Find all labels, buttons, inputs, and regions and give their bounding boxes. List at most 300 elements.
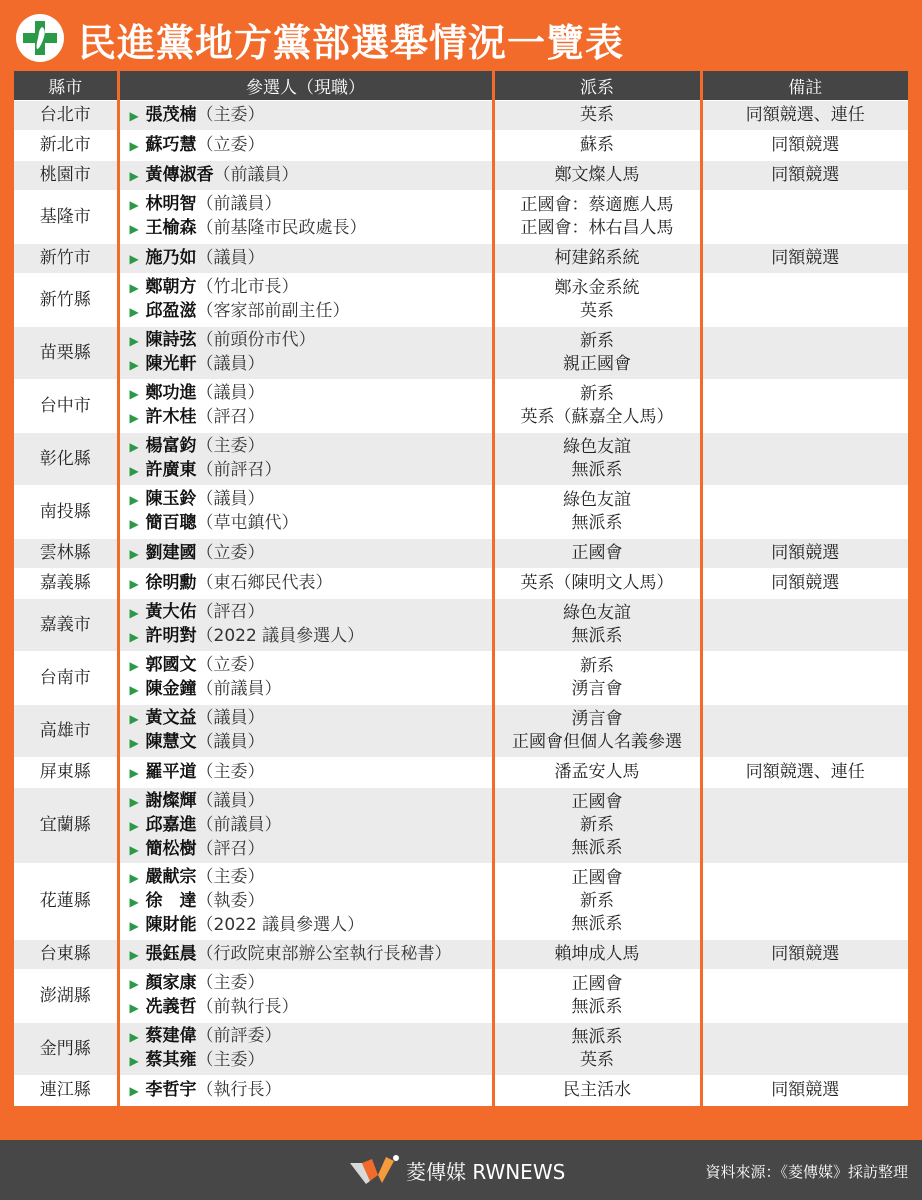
faction-label: 英系 [580, 301, 614, 321]
faction-label: 湧言會 [571, 679, 623, 699]
table-row [14, 569, 908, 599]
candidate-entry [130, 601, 492, 625]
faction-cell [493, 1023, 701, 1076]
faction-label: 正國會 [571, 868, 623, 888]
faction-cell [493, 327, 701, 380]
faction-label: 無派系 [571, 838, 623, 858]
faction-label: 英系（蘇嘉全人馬） [520, 407, 674, 427]
faction-label: 潘孟安人馬 [554, 762, 640, 782]
bullet-arrow-icon: ▶ [129, 977, 139, 991]
candidate-role: （竹北市長） [196, 277, 299, 297]
table-row [14, 1076, 908, 1106]
candidate-entry [130, 164, 492, 188]
candidates-cell [118, 599, 493, 652]
table-row [14, 1023, 908, 1076]
faction-label: 新系 [580, 331, 614, 351]
bullet-arrow-icon: ▶ [129, 1001, 139, 1015]
candidate-role: （前基隆市民政處長） [196, 218, 367, 238]
candidate-name: 張鈺晨 [145, 943, 197, 964]
note-cell [701, 788, 908, 864]
note-cell [701, 486, 908, 539]
column-header-candidates: 參選人（現職） [118, 71, 493, 101]
candidate-name: 簡百聰 [145, 513, 197, 533]
candidate-name: 陳光軒 [145, 354, 197, 374]
bullet-arrow-icon: ▶ [129, 387, 139, 401]
county-cell: 屏東縣 [14, 758, 118, 788]
bullet-arrow-icon: ▶ [129, 1054, 139, 1068]
faction-cell [493, 705, 701, 758]
candidate-entry [130, 488, 492, 512]
faction-label: 新系 [580, 891, 614, 911]
candidate-name: 鄭功進 [145, 383, 197, 403]
candidate-name: 李哲宇 [145, 1079, 197, 1100]
faction-label: 親正國會 [563, 354, 631, 374]
candidate-entry [130, 435, 492, 459]
candidate-role: （主委） [196, 973, 265, 993]
candidate-role: （議員） [196, 790, 265, 811]
table-row [14, 161, 908, 191]
candidate-role: （前評召） [196, 460, 282, 480]
candidate-role: （前議員） [196, 814, 282, 835]
candidate-name: 蘇巧慧 [145, 134, 197, 155]
note-cell [701, 274, 908, 327]
county-cell: 台東縣 [14, 940, 118, 970]
county-cell: 高雄市 [14, 705, 118, 758]
page-title: 民進黨地方黨部選舉情況一覽表 [78, 21, 625, 65]
note-cell [701, 599, 908, 652]
county-cell: 彰化縣 [14, 433, 118, 486]
candidate-name: 羅平道 [145, 761, 197, 782]
candidate-name: 黃傳淑香 [145, 164, 214, 185]
candidate-entry [130, 247, 492, 271]
candidates-cell [118, 327, 493, 380]
table-row [14, 758, 908, 788]
note-cell [701, 970, 908, 1023]
faction-label: 英系（陳明文人馬） [520, 573, 674, 593]
faction-cell [493, 433, 701, 486]
brand-name: 菱傳媒 RWNEWS [406, 1159, 566, 1184]
faction-label: 正國會：蔡適應人馬 [520, 195, 674, 215]
faction-cell [493, 569, 701, 599]
faction-label: 綠色友誼 [563, 603, 631, 623]
candidate-role: （前議員） [213, 164, 299, 185]
candidate-name: 冼義哲 [145, 997, 197, 1017]
header [0, 0, 922, 70]
table-row [14, 244, 908, 274]
faction-cell [493, 788, 701, 864]
brand [348, 1155, 565, 1185]
candidate-name: 嚴献宗 [145, 866, 197, 887]
faction-cell [493, 652, 701, 705]
rwnews-logo-icon [348, 1155, 400, 1185]
faction-label: 正國會 [571, 974, 623, 994]
candidate-entry [130, 459, 492, 483]
candidate-name: 陳財能 [145, 914, 197, 935]
candidates-cell [118, 433, 493, 486]
faction-label: 綠色友誼 [563, 437, 631, 457]
faction-cell [493, 380, 701, 433]
note-cell: 同額競選 [701, 161, 908, 191]
candidate-entry [130, 866, 492, 890]
note-cell [701, 652, 908, 705]
candidate-name: 林明智 [145, 194, 197, 214]
bullet-arrow-icon: ▶ [129, 517, 139, 531]
candidate-role: （東石鄉民代表） [196, 572, 333, 593]
candidate-entry [130, 838, 492, 862]
county-cell: 基隆市 [14, 191, 118, 244]
candidate-entry [130, 406, 492, 430]
faction-label: 英系 [580, 105, 614, 125]
note-cell: 同額競選 [701, 1076, 908, 1106]
candidate-role: （前議員） [196, 194, 282, 214]
note-cell: 同額競選 [701, 131, 908, 161]
candidate-entry [130, 276, 492, 300]
faction-label: 無派系 [571, 460, 623, 480]
bullet-arrow-icon: ▶ [129, 198, 139, 212]
candidate-name: 鄭朝方 [145, 277, 197, 297]
bullet-arrow-icon: ▶ [129, 606, 139, 620]
candidate-name: 郭國文 [145, 655, 197, 675]
table-row [14, 380, 908, 433]
bullet-arrow-icon: ▶ [129, 138, 139, 153]
table-row [14, 486, 908, 539]
candidate-entry [130, 678, 492, 702]
candidate-entry [130, 654, 492, 678]
candidate-entry [130, 1079, 492, 1103]
candidate-role: （立委） [196, 134, 265, 155]
candidates-cell [118, 970, 493, 1023]
candidate-entry [130, 943, 492, 967]
faction-label: 鄭文燦人馬 [554, 165, 640, 185]
county-cell: 新竹市 [14, 244, 118, 274]
candidate-entry [130, 217, 492, 241]
faction-label: 英系 [580, 1050, 614, 1070]
candidate-name: 陳詩弦 [145, 330, 197, 350]
candidate-role: （前執行長） [196, 997, 299, 1017]
candidate-role: （前頭份市代） [196, 330, 316, 350]
candidates-cell [118, 864, 493, 940]
candidate-role: （主委） [196, 1050, 265, 1070]
candidate-role: （議員） [196, 732, 265, 752]
candidates-cell [118, 486, 493, 539]
candidates-cell [118, 788, 493, 864]
candidate-role: （2022 議員參選人） [196, 626, 365, 646]
faction-cell [493, 131, 701, 161]
bullet-arrow-icon: ▶ [129, 1083, 139, 1098]
bullet-arrow-icon: ▶ [129, 222, 139, 236]
bullet-arrow-icon: ▶ [129, 1030, 139, 1044]
candidates-cell [118, 380, 493, 433]
column-header-county: 縣市 [14, 71, 118, 101]
candidate-role: （評召） [196, 838, 265, 859]
candidates-cell [118, 274, 493, 327]
candidate-entry [130, 1025, 492, 1049]
candidate-name: 徐明勳 [145, 572, 197, 593]
candidate-role: （主委） [196, 436, 265, 456]
candidate-role: （議員） [196, 383, 265, 403]
candidate-role: （主委） [196, 866, 265, 887]
county-cell: 花蓮縣 [14, 864, 118, 940]
note-cell: 同額競選、連任 [701, 101, 908, 131]
candidate-role: （議員） [196, 354, 265, 374]
candidate-name: 劉建國 [145, 542, 197, 563]
county-cell: 澎湖縣 [14, 970, 118, 1023]
note-cell [701, 1023, 908, 1076]
candidate-name: 陳慧文 [145, 732, 197, 752]
bullet-arrow-icon: ▶ [129, 440, 139, 454]
faction-cell [493, 101, 701, 131]
note-cell [701, 864, 908, 940]
candidate-entry [130, 104, 492, 128]
faction-cell [493, 864, 701, 940]
candidate-name: 許廣東 [145, 460, 197, 480]
candidate-entry [130, 707, 492, 731]
candidate-entry [130, 572, 492, 596]
table-body [14, 101, 908, 1106]
note-cell [701, 380, 908, 433]
bullet-arrow-icon: ▶ [129, 630, 139, 644]
note-cell: 同額競選 [701, 244, 908, 274]
candidate-name: 簡松樹 [145, 838, 197, 859]
candidate-entry [130, 996, 492, 1020]
bullet-arrow-icon: ▶ [129, 947, 139, 962]
faction-label: 蘇系 [580, 135, 614, 155]
candidate-entry [130, 134, 492, 158]
candidate-entry [130, 542, 492, 566]
candidates-cell [118, 131, 493, 161]
county-cell: 新竹縣 [14, 274, 118, 327]
faction-label: 鄭永金系統 [554, 278, 640, 298]
note-cell [701, 433, 908, 486]
note-cell: 同額競選 [701, 940, 908, 970]
candidate-entry [130, 329, 492, 353]
faction-label: 湧言會 [571, 709, 623, 729]
faction-cell [493, 539, 701, 569]
candidate-entry [130, 1049, 492, 1073]
candidate-entry [130, 512, 492, 536]
table-row [14, 433, 908, 486]
county-cell: 雲林縣 [14, 539, 118, 569]
faction-label: 正國會 [571, 543, 623, 563]
bullet-arrow-icon: ▶ [129, 411, 139, 425]
candidate-entry [130, 914, 492, 938]
candidate-role: （評召） [196, 407, 265, 427]
faction-label: 無派系 [571, 513, 623, 533]
faction-cell [493, 940, 701, 970]
candidate-name: 施乃如 [145, 247, 197, 268]
candidate-entry [130, 382, 492, 406]
candidate-entry [130, 625, 492, 649]
candidate-name: 邱嘉進 [145, 814, 197, 835]
table-row [14, 940, 908, 970]
bullet-arrow-icon: ▶ [129, 251, 139, 266]
candidate-role: （立委） [196, 542, 265, 563]
faction-label: 新系 [580, 656, 614, 676]
candidate-name: 楊富鈞 [145, 436, 197, 456]
table-row [14, 274, 908, 327]
candidate-name: 謝燦輝 [145, 790, 197, 811]
faction-label: 綠色友誼 [563, 490, 631, 510]
candidate-role: （行政院東部辦公室執行長秘書） [196, 943, 452, 964]
bullet-arrow-icon: ▶ [129, 576, 139, 591]
source-credit: 資料來源：《菱傳媒》採訪整理 [705, 1163, 908, 1181]
candidate-entry [130, 814, 492, 838]
candidate-name: 邱盈滋 [145, 301, 197, 321]
table-row [14, 652, 908, 705]
candidates-cell [118, 758, 493, 788]
candidate-entry [130, 761, 492, 785]
bullet-arrow-icon: ▶ [129, 818, 139, 833]
election-table [14, 71, 908, 1106]
candidates-cell [118, 1076, 493, 1106]
faction-label: 正國會 [571, 792, 623, 812]
faction-label: 新系 [580, 815, 614, 835]
candidates-cell [118, 101, 493, 131]
county-cell: 新北市 [14, 131, 118, 161]
bullet-arrow-icon: ▶ [129, 894, 139, 909]
county-cell: 嘉義縣 [14, 569, 118, 599]
candidate-role: （主委） [196, 761, 265, 782]
candidate-name: 徐 達 [145, 890, 197, 911]
table-row [14, 970, 908, 1023]
candidate-name: 黃文益 [145, 708, 197, 728]
candidate-role: （議員） [196, 489, 265, 509]
candidates-cell [118, 1023, 493, 1076]
candidate-name: 王榆森 [145, 218, 197, 238]
note-cell: 同額競選 [701, 569, 908, 599]
faction-cell [493, 599, 701, 652]
faction-cell [493, 274, 701, 327]
bullet-arrow-icon: ▶ [129, 870, 139, 885]
faction-cell [493, 244, 701, 274]
candidate-name: 蔡建偉 [145, 1026, 197, 1046]
candidate-name: 蔡其雍 [145, 1050, 197, 1070]
faction-cell [493, 758, 701, 788]
candidate-entry [130, 731, 492, 755]
footer [0, 1140, 922, 1200]
candidate-name: 許木桂 [145, 407, 197, 427]
column-header-faction: 派系 [493, 71, 701, 101]
candidate-name: 陳玉鈴 [145, 489, 197, 509]
note-cell: 同額競選 [701, 539, 908, 569]
bullet-arrow-icon: ▶ [129, 842, 139, 857]
bullet-arrow-icon: ▶ [129, 918, 139, 933]
column-header-note: 備註 [701, 71, 908, 101]
candidate-role: （議員） [196, 247, 265, 268]
candidates-cell [118, 705, 493, 758]
faction-label: 無派系 [571, 914, 623, 934]
county-cell: 嘉義市 [14, 599, 118, 652]
faction-label: 無派系 [571, 626, 623, 646]
county-cell: 金門縣 [14, 1023, 118, 1076]
candidate-role: （執委） [196, 890, 265, 911]
note-cell [701, 327, 908, 380]
county-cell: 宜蘭縣 [14, 788, 118, 864]
candidates-cell [118, 569, 493, 599]
candidate-name: 顏家康 [145, 973, 197, 993]
table-row [14, 101, 908, 131]
candidate-role: （草屯鎮代） [196, 513, 299, 533]
candidate-role: （客家部前副主任） [196, 301, 350, 321]
bullet-arrow-icon: ▶ [129, 712, 139, 726]
taiwan-cross-icon [20, 18, 60, 58]
table-row [14, 788, 908, 864]
bullet-arrow-icon: ▶ [129, 108, 139, 123]
table-row [14, 327, 908, 380]
candidate-role: （立委） [196, 655, 265, 675]
candidates-cell [118, 244, 493, 274]
candidate-role: （前評委） [196, 1026, 282, 1046]
county-cell: 連江縣 [14, 1076, 118, 1106]
table-row [14, 705, 908, 758]
county-cell: 台中市 [14, 380, 118, 433]
candidate-role: （議員） [196, 708, 265, 728]
party-logo [16, 14, 64, 62]
bullet-arrow-icon: ▶ [129, 168, 139, 183]
county-cell: 南投縣 [14, 486, 118, 539]
county-cell: 台北市 [14, 101, 118, 131]
bullet-arrow-icon: ▶ [129, 736, 139, 750]
candidate-role: （主委） [196, 104, 265, 125]
faction-label: 無派系 [571, 997, 623, 1017]
county-cell: 苗栗縣 [14, 327, 118, 380]
candidates-cell [118, 940, 493, 970]
candidate-role: （評召） [196, 602, 265, 622]
candidate-name: 張茂楠 [145, 104, 197, 125]
note-cell [701, 705, 908, 758]
candidate-entry [130, 300, 492, 324]
faction-label: 賴坤成人馬 [554, 944, 640, 964]
bullet-arrow-icon: ▶ [129, 546, 139, 561]
faction-cell [493, 191, 701, 244]
faction-label: 正國會但個人名義參選 [512, 732, 682, 752]
bullet-arrow-icon: ▶ [129, 334, 139, 348]
bullet-arrow-icon: ▶ [129, 765, 139, 780]
candidate-name: 陳金鐘 [145, 679, 197, 699]
candidate-entry [130, 972, 492, 996]
county-cell: 桃園市 [14, 161, 118, 191]
note-cell [701, 191, 908, 244]
bullet-arrow-icon: ▶ [129, 464, 139, 478]
table-row [14, 599, 908, 652]
bullet-arrow-icon: ▶ [129, 358, 139, 372]
candidate-entry [130, 353, 492, 377]
faction-label: 無派系 [571, 1027, 623, 1047]
bullet-arrow-icon: ▶ [129, 493, 139, 507]
bullet-arrow-icon: ▶ [129, 305, 139, 319]
candidate-role: （2022 議員參選人） [196, 914, 365, 935]
candidate-name: 許明對 [145, 626, 197, 646]
candidate-entry [130, 790, 492, 814]
candidate-entry [130, 193, 492, 217]
candidates-cell [118, 191, 493, 244]
faction-label: 新系 [580, 384, 614, 404]
bullet-arrow-icon: ▶ [129, 281, 139, 295]
note-cell: 同額競選、連任 [701, 758, 908, 788]
faction-cell [493, 486, 701, 539]
bullet-arrow-icon: ▶ [129, 683, 139, 697]
candidates-cell [118, 161, 493, 191]
table-row [14, 191, 908, 244]
candidate-role: （前議員） [196, 679, 282, 699]
faction-label: 正國會：林右昌人馬 [520, 218, 674, 238]
table-row [14, 131, 908, 161]
candidate-name: 黃大佑 [145, 602, 197, 622]
faction-cell [493, 161, 701, 191]
bullet-arrow-icon: ▶ [129, 794, 139, 809]
candidate-entry [130, 890, 492, 914]
bullet-arrow-icon: ▶ [129, 659, 139, 673]
